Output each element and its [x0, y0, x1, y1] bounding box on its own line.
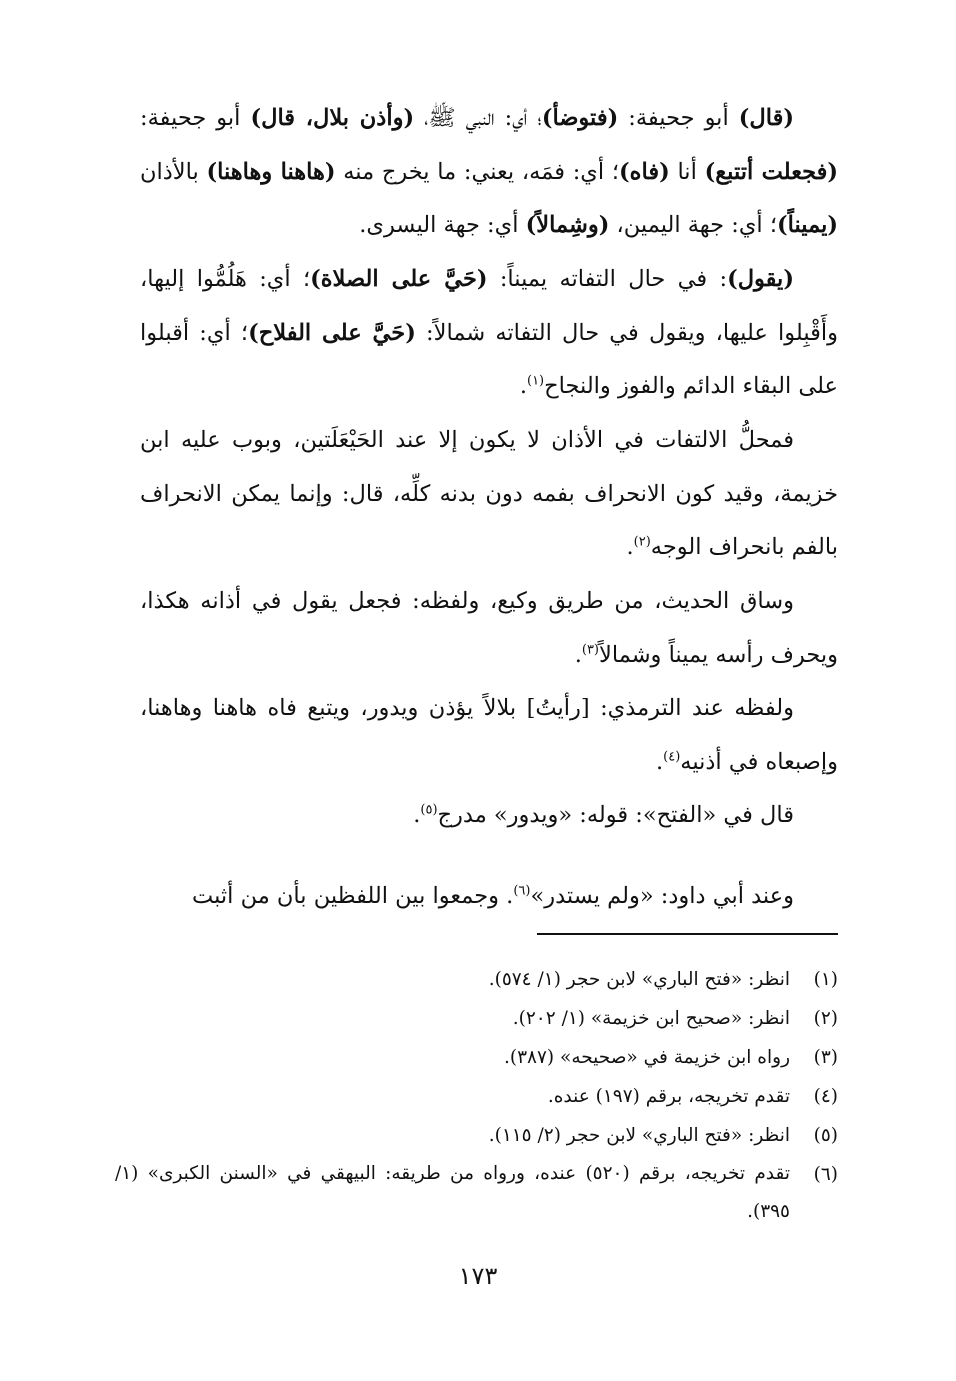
quoted-term: (وأذن بلال، قال)	[250, 105, 415, 131]
footnote-text: انظر: «صحيح ابن خزيمة» (١/ ٢٠٢).	[512, 1008, 790, 1029]
text-run: ؛ أي: أقبلوا على البقاء الدائم والفوز والنجاح	[140, 319, 838, 399]
footnote-1	[115, 960, 838, 999]
paragraph-4	[140, 575, 838, 682]
footnote-text: انظر: «فتح الباري» لابن حجر (٢/ ١١٥).	[488, 1125, 790, 1146]
paragraph-1	[140, 92, 838, 253]
text-run: .	[655, 748, 664, 775]
footnote-ref: (٢)	[633, 534, 651, 550]
footnote-6	[115, 1155, 838, 1231]
paragraph-2	[140, 253, 838, 414]
text-run: بالأذان	[140, 158, 207, 185]
text-run: قال في «الفتح»: قوله: «ويدور» مدرج	[437, 802, 794, 828]
paragraph-6	[140, 789, 838, 843]
paragraph-5	[140, 682, 838, 789]
text-run: .	[574, 641, 582, 668]
text-run: وساق الحديث، من طريق وكيع، ولفظه: فجعل يقول في أذانه هكذا، ويحرف رأسه يميناً وشمالاً	[140, 588, 838, 668]
footnote-text: تقدم تخريجه، برقم (٥٢٠) عنده، ورواه من طريقه: البيهقي في «السنن الكبرى» (١/ ٣٩٥).	[115, 1163, 790, 1222]
quoted-term: (فجعلت أتتبع)	[704, 158, 839, 185]
text-run: .	[626, 534, 634, 560]
footnote-ref: (٣)	[581, 642, 599, 657]
text-run: أي: جهة اليسرى.	[359, 212, 526, 238]
quoted-term: (يقول)	[727, 266, 794, 292]
footnote-ref: (٦)	[513, 883, 531, 899]
text-run: . وجمعوا بين اللفظين بأن من أثبت	[192, 883, 514, 909]
footnote-number: (٥)	[813, 1125, 838, 1146]
text-run: ؛ أي: هَلُمُّوا إليها، وأَقْبِلوا عليها، ويقول في حال التفاته شمالاً:	[140, 266, 838, 346]
footnote-text: تقدم تخريجه، برقم (١٩٧) عنده.	[547, 1086, 790, 1107]
footnote-number: (٦)	[813, 1164, 838, 1185]
footnote-2	[115, 999, 838, 1038]
quoted-term: (يميناً)	[777, 212, 838, 238]
footnote-5	[115, 1116, 838, 1155]
paragraph-7	[140, 870, 838, 924]
text-run: .	[413, 802, 421, 828]
paragraph-3	[140, 414, 838, 575]
quoted-term: (حَيَّ على الصلاة)	[310, 266, 488, 292]
text-run: وعند أبي داود: «ولم يستدر»	[530, 883, 794, 909]
footnote-4	[115, 1077, 838, 1116]
footnote-text: رواه ابن خزيمة في «صحيحه» (٣٨٧).	[503, 1047, 790, 1068]
footnote-ref: (١)	[526, 373, 545, 389]
quoted-term: (فتوضأ)	[541, 105, 619, 131]
footnote-number: (١)	[813, 969, 838, 990]
page-number: ١٧٣	[458, 1262, 498, 1290]
footnote-ref: (٤)	[663, 749, 681, 764]
quoted-term: (قال)	[738, 105, 794, 131]
footnote-ref: (٥)	[420, 802, 438, 818]
text-run: أبو جحيفة:	[618, 105, 739, 131]
footnote-text: انظر: «فتح الباري» لابن حجر (١/ ٥٧٤).	[488, 969, 790, 990]
text-run: .	[519, 373, 527, 399]
quoted-term: (حَيَّ على الفلاح)	[248, 319, 416, 346]
footnote-number: (٢)	[813, 1008, 838, 1029]
footnote-separator	[537, 933, 838, 935]
footnote-number: (٤)	[813, 1086, 838, 1107]
quoted-term: (هاهنا وهاهنا)	[206, 158, 336, 185]
quoted-term: (فاه)	[619, 158, 670, 185]
text-run: ولفظه عند الترمذي: [رأيتُ] بلالاً يؤذن ويدور، ويتبع فاه هاهنا وهاهنا، وإصبعاه في أذنيه	[140, 695, 838, 775]
footnote-3	[115, 1038, 838, 1077]
text-run: ؛ أي: فمَه، يعني: ما يخرج منه	[335, 158, 620, 185]
text-run: ؛ أي: النبي ﷺ،	[414, 105, 542, 131]
text-run: فمحلُّ الالتفات في الأذان لا يكون إلا عند الحَيْعَلَتين، وبوب عليه ابن خزيمة، وقيد كون الانحراف بفمه دون بدنه كلِّه، قال: وإنما يمكن الانحراف بالفم بانحراف الوجه	[140, 427, 838, 560]
text-run: : في حال التفاته يميناً:	[487, 266, 728, 292]
quoted-term: (وشِمالاً)	[525, 212, 610, 238]
text-run: أبو جحيفة:	[140, 105, 251, 131]
footnotes	[115, 960, 838, 1231]
text-run: ؛ أي: جهة اليمين،	[609, 212, 777, 238]
footnote-number: (٣)	[813, 1047, 838, 1068]
text-run: أنا	[669, 158, 705, 185]
